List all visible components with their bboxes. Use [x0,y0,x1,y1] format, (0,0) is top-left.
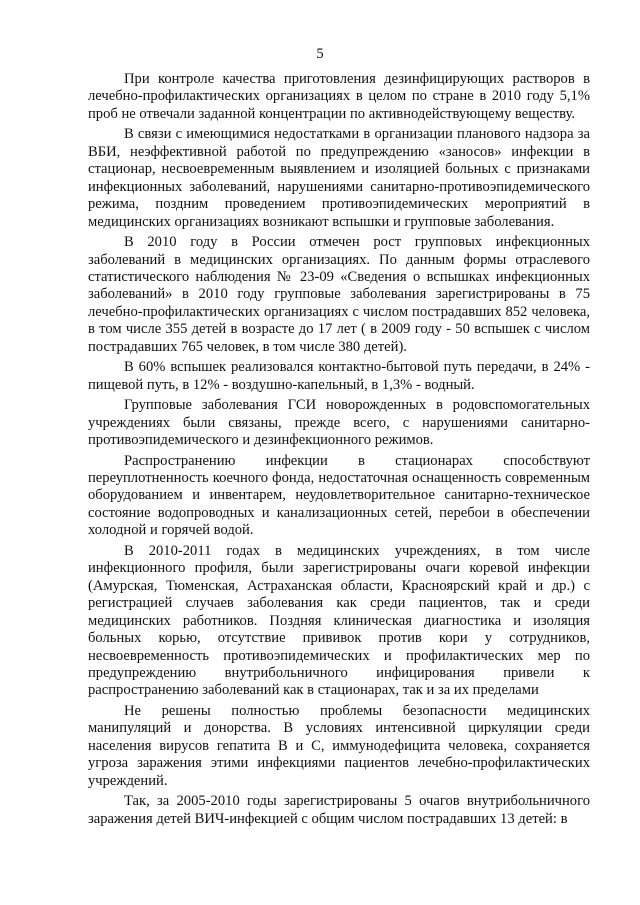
page-number: 5 [316,46,324,62]
paragraph-2010-outbreaks: В 2010 году в России отмечен рост групповых инфекционных заболеваний в медицинских организациях. По данным формы отраслевого статистического наблюдения № 23-09 «Сведения о вспышках инфекционных заболеваний» в 2010 году групповые заболевания зарегистрированы в 75 лечебно-профилактических организациях с числом пострадавших 852 человека, в том числе 355 детей в возрасте до 17 лет ( в 2009 году - 50 вспышек с числом пострадавших 765 человек, в том числе 380 детей). [88,234,590,355]
paragraph-newborn-infections: Групповые заболевания ГСИ новорожденных в родовспомогательных учреждениях были связаны, прежде всего, с нарушениями санитарно-противоэпидемического и дезинфекционного режимов. [88,397,590,449]
paragraph-disinfectant-quality: При контроле качества приготовления дезинфицирующих растворов в лечебно-профилактических организациях в целом по стране в 2010 году 5,1% проб не отвечали заданной концентрации по активнодействующему веществу. [88,71,590,122]
paragraph-transmission-routes: В 60% вспышек реализовался контактно-бытовой путь передачи, в 24% - пищевой путь, в 12% - воздушно-капельный, в 1,3% - водный. [88,359,590,393]
paragraph-procedure-safety: Не решены полностью проблемы безопасности медицинских манипуляций и донорства. В условиях интенсивной циркуляции среди населения вирусов гепатита В и С, иммунодефицита человека, сохраняется угроза заражения этими инфекциями пациентов лечебно-профилактических учреждений. [88,702,590,789]
paragraph-hospital-factors: Распространению инфекции в стационарах способствуют переуплотненность коечного фонда, недостаточная оснащенность современным оборудованием и инвентарем, неудовлетворительное санитарно-техническое состояние водопроводных и канализационных сетей, перебои в обеспечении холодной и горячей водой. [88,452,590,539]
document-body [88,71,590,828]
paragraph-measles-outbreaks: В 2010-2011 годах в медицинских учреждениях, в том числе инфекционного профиля, были зарегистрированы очаги коревой инфекции (Амурская, Тюменская, Астраханская области, Красноярский край и др.) с регистрацией случаев заболевания как среди пациентов, так и среди медицинских работников. Поздняя клиническая диагностика и изоляция больных корью, отсутствие прививок против кори у сотрудников, несвоевременность противоэпидемических и профилактических мер по предупреждению внутрибольничного инфицирования привели к распространению заболеваний как в стационарах, так и за их пределами [88,542,590,699]
paragraph-hiv-foci: Так, за 2005-2010 годы зарегистрированы 5 очагов внутрибольничного заражения детей ВИЧ-инфекцией с общим числом пострадавших 13 детей: в [88,793,590,827]
paragraph-surveillance-shortcomings: В связи с имеющимися недостатками в организации планового надзора за ВБИ, неэффективной работой по предупреждению «заносов» инфекции в стационар, несвоевременным выявлением и изоляцией больных с признаками инфекционных заболеваний, нарушениями санитарно-противоэпидемического режима, поздним проведением противоэпидемических мероприятий в медицинских организациях возникают вспышки и групповые заболевания. [88,126,590,230]
